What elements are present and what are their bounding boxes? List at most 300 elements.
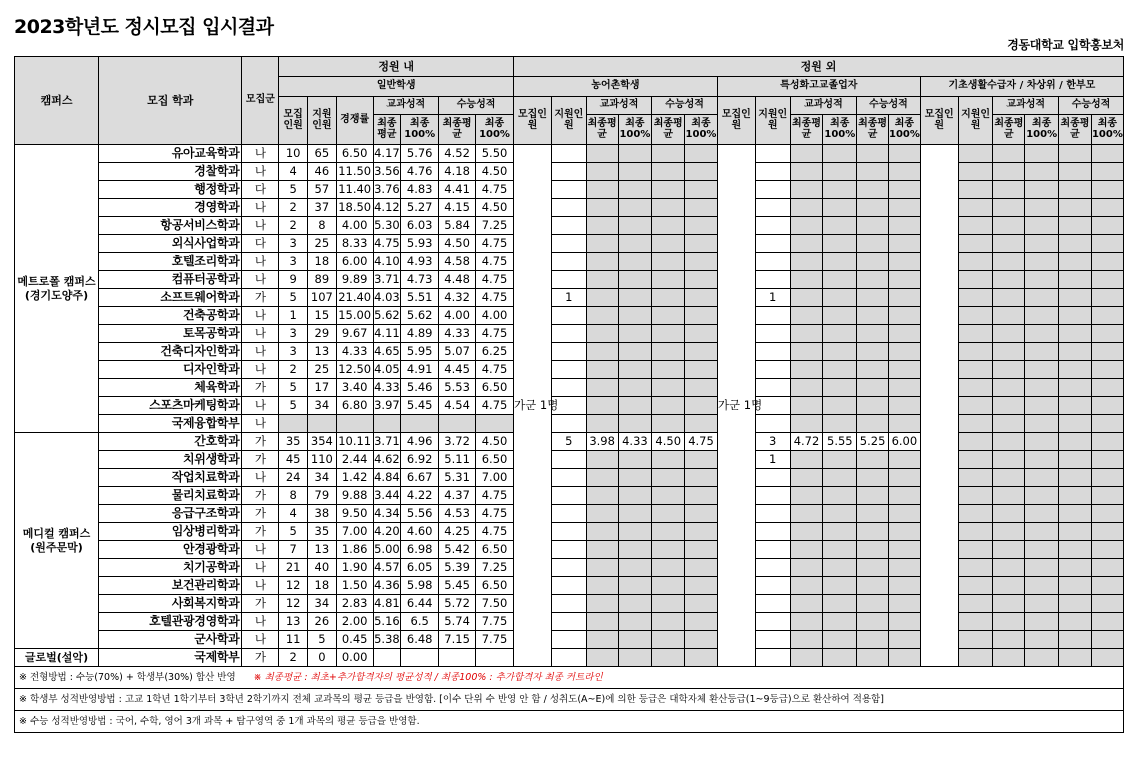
basic-empty-cell [1025,145,1059,163]
cell-g1: 4.33 [373,379,401,397]
gun-cell: 나 [242,145,279,163]
cell-s2: 4.75 [476,253,514,271]
special-empty-cell [888,595,920,613]
cell-c: 10.11 [336,433,373,451]
cell-c: 9.88 [336,487,373,505]
gun-cell: 나 [242,253,279,271]
gun-cell: 가 [242,505,279,523]
cell-s1: 5.74 [439,613,476,631]
special-empty-cell [790,343,823,361]
basic-empty-cell [1059,217,1092,235]
campus-name: 메트로폴 캠퍼스 (경기도양주) [15,145,99,433]
special-empty-cell [823,271,857,289]
rural-empty-cell [586,649,618,667]
header-dept: 모집 학과 [99,57,242,145]
cell-r: 2 [279,361,308,379]
rural-empty-cell [586,505,618,523]
gun-cell: 다 [242,181,279,199]
rural-empty-cell [685,145,718,163]
basic-empty-cell [1025,451,1059,469]
cell-s1: 7.15 [439,631,476,649]
special-applied [755,415,790,433]
basic-empty-cell [958,343,993,361]
cell-s2: 7.75 [476,613,514,631]
basic-empty-cell [1025,307,1059,325]
header-quota-in: 정원 내 [279,57,514,77]
special-empty-cell [857,523,889,541]
header-final-avg: 최종평균 [439,115,476,145]
special-empty-cell [888,613,920,631]
table-row [15,145,1124,163]
rural-empty-cell [618,379,652,397]
basic-empty-cell [958,361,993,379]
cell-g2: 6.98 [401,541,439,559]
cell-s1: 5.31 [439,469,476,487]
basic-empty-cell [958,379,993,397]
cell-g1: 4.57 [373,559,401,577]
cell-s2: 6.50 [476,577,514,595]
basic-empty-cell [1025,595,1059,613]
rural-applied [551,523,586,541]
special-g2: 5.55 [823,433,857,451]
cell-g1: 5.00 [373,541,401,559]
rural-applied [551,379,586,397]
rural-empty-cell [618,397,652,415]
basic-empty-cell [1025,559,1059,577]
rural-empty-cell [685,271,718,289]
cell-g2 [401,649,439,667]
cell-g1: 4.34 [373,505,401,523]
rural-empty-cell [652,415,685,433]
rural-empty-cell [685,163,718,181]
header-final-100: 최종100% [823,115,857,145]
rural-empty-cell [652,181,685,199]
rural-empty-cell [586,271,618,289]
cell-r: 9 [279,271,308,289]
cell-s2 [476,415,514,433]
rural-applied [551,541,586,559]
cell-s1: 5.07 [439,343,476,361]
special-applied [755,505,790,523]
special-applied [755,163,790,181]
basic-empty-cell [1025,541,1059,559]
basic-empty-cell [993,397,1025,415]
cell-g2: 5.76 [401,145,439,163]
special-applied [755,253,790,271]
basic-empty-cell [1091,235,1123,253]
special-empty-cell [857,631,889,649]
special-g1: 4.72 [790,433,823,451]
cell-s1: 5.45 [439,577,476,595]
basic-empty-cell [958,415,993,433]
gun-cell: 나 [242,397,279,415]
basic-empty-cell [1025,235,1059,253]
cell-r: 2 [279,217,308,235]
header-suneung-grade: 수능성적 [652,97,718,115]
rural-empty-cell [618,505,652,523]
cell-a: 25 [308,235,337,253]
cell-g2: 6.03 [401,217,439,235]
special-empty-cell [857,361,889,379]
gun-cell: 나 [242,217,279,235]
cell-a: 354 [308,433,337,451]
rural-empty-cell [586,595,618,613]
rural-g1: 3.98 [586,433,618,451]
cell-c: 0.00 [336,649,373,667]
cell-a: 34 [308,397,337,415]
basic-empty-cell [993,595,1025,613]
special-empty-cell [857,559,889,577]
cell-s2: 6.50 [476,451,514,469]
rural-applied [551,469,586,487]
cell-s1: 4.54 [439,397,476,415]
dept-name: 임상병리학과 [99,523,242,541]
rural-applied [551,199,586,217]
basic-empty-cell [958,577,993,595]
special-empty-cell [857,505,889,523]
basic-empty-cell [1059,199,1092,217]
rural-empty-cell [586,397,618,415]
basic-empty-cell [1025,271,1059,289]
cell-s1: 5.72 [439,595,476,613]
special-applied [755,271,790,289]
special-empty-cell [823,163,857,181]
cell-r [279,415,308,433]
cell-c: 18.50 [336,199,373,217]
special-empty-cell [823,469,857,487]
header-final-100: 최종100% [476,115,514,145]
special-empty-cell [857,415,889,433]
special-empty-cell [823,541,857,559]
dept-name: 물리치료학과 [99,487,242,505]
rural-empty-cell [685,235,718,253]
gun-cell: 나 [242,631,279,649]
cell-g2: 4.83 [401,181,439,199]
special-empty-cell [823,397,857,415]
cell-g1: 4.05 [373,361,401,379]
rural-empty-cell [618,469,652,487]
cell-g2: 4.91 [401,361,439,379]
cell-g2: 5.95 [401,343,439,361]
rural-empty-cell [586,217,618,235]
header-final-avg: 최종평균 [790,115,823,145]
special-empty-cell [790,397,823,415]
cell-g1: 4.12 [373,199,401,217]
special-empty-cell [888,343,920,361]
gun-cell: 가 [242,379,279,397]
rural-applied [551,181,586,199]
basic-empty-cell [1025,649,1059,667]
special-empty-cell [857,397,889,415]
cell-g1 [373,415,401,433]
note-method-text: ※ 전형방법 : 수능(70%) + 학생부(30%) 합산 반영 [19,671,236,683]
rural-empty-cell [652,235,685,253]
basic-empty-cell [1025,523,1059,541]
dept-name: 유아교육학과 [99,145,242,163]
basic-empty-cell [1091,631,1123,649]
cell-c: 0.45 [336,631,373,649]
basic-empty-cell [1091,649,1123,667]
basic-empty-cell [993,253,1025,271]
cell-r: 5 [279,289,308,307]
special-empty-cell [823,415,857,433]
cell-a [308,415,337,433]
special-empty-cell [888,145,920,163]
rural-empty-cell [586,343,618,361]
rural-empty-cell [618,307,652,325]
basic-empty-cell [1091,487,1123,505]
cell-g2: 5.45 [401,397,439,415]
cell-s2: 4.75 [476,235,514,253]
special-empty-cell [857,289,889,307]
special-empty-cell [888,235,920,253]
special-empty-cell [888,541,920,559]
cell-a: 18 [308,577,337,595]
basic-empty-cell [1091,325,1123,343]
special-empty-cell [790,325,823,343]
basic-empty-cell [958,307,993,325]
header-applied: 지원인원 [755,97,790,145]
basic-empty-cell [958,253,993,271]
cell-r: 5 [279,397,308,415]
header-recruit: 모집인원 [279,97,308,145]
basic-empty-cell [1025,613,1059,631]
rural-empty-cell [586,361,618,379]
cell-a: 25 [308,361,337,379]
rural-empty-cell [652,577,685,595]
cell-s2 [476,649,514,667]
cell-r: 12 [279,595,308,613]
special-empty-cell [790,163,823,181]
rural-applied: 5 [551,433,586,451]
cell-s2: 4.00 [476,307,514,325]
special-applied [755,559,790,577]
rural-empty-cell [685,505,718,523]
dept-name: 응급구조학과 [99,505,242,523]
rural-applied [551,307,586,325]
cell-s2: 4.75 [476,487,514,505]
special-empty-cell [823,145,857,163]
basic-empty-cell [958,217,993,235]
special-empty-cell [857,181,889,199]
special-applied [755,181,790,199]
basic-empty-cell [993,541,1025,559]
dept-name: 사회복지학과 [99,595,242,613]
dept-name: 안경광학과 [99,541,242,559]
cell-r: 4 [279,505,308,523]
special-empty-cell [790,181,823,199]
rural-empty-cell [586,415,618,433]
cell-r: 21 [279,559,308,577]
special-empty-cell [823,343,857,361]
special-applied [755,325,790,343]
rural-applied [551,487,586,505]
rural-empty-cell [586,325,618,343]
cell-r: 2 [279,649,308,667]
gun-cell: 나 [242,415,279,433]
special-empty-cell [857,235,889,253]
cell-s1: 4.33 [439,325,476,343]
cell-s2: 7.75 [476,631,514,649]
header-school-grade: 교과성적 [993,97,1059,115]
cell-r: 5 [279,181,308,199]
special-applied [755,343,790,361]
rural-empty-cell [685,487,718,505]
special-empty-cell [790,451,823,469]
rural-empty-cell [652,307,685,325]
cell-g1: 4.11 [373,325,401,343]
cell-s1: 4.15 [439,199,476,217]
cell-c: 8.33 [336,235,373,253]
cell-a: 17 [308,379,337,397]
basic-empty-cell [1025,253,1059,271]
rural-empty-cell [618,271,652,289]
special-empty-cell [857,217,889,235]
special-empty-cell [888,163,920,181]
basic-empty-cell [1059,325,1092,343]
special-empty-cell [823,199,857,217]
rural-empty-cell [652,163,685,181]
basic-empty-cell [1091,217,1123,235]
special-empty-cell [857,541,889,559]
cell-c: 1.50 [336,577,373,595]
rural-empty-cell [618,343,652,361]
cell-c: 7.00 [336,523,373,541]
cell-s1: 5.11 [439,451,476,469]
basic-empty-cell [1091,505,1123,523]
dept-name: 호텔관광경영학과 [99,613,242,631]
special-applied: 1 [755,289,790,307]
special-s1: 5.25 [857,433,889,451]
special-empty-cell [857,271,889,289]
cell-a: 79 [308,487,337,505]
cell-s1: 5.84 [439,217,476,235]
cell-a: 0 [308,649,337,667]
header-final-avg: 최종평균 [1059,115,1092,145]
special-empty-cell [857,145,889,163]
basic-empty-cell [1059,505,1092,523]
rural-empty-cell [618,181,652,199]
cell-g2: 4.96 [401,433,439,451]
header-general: 일반학생 [279,77,514,97]
cell-g1: 5.16 [373,613,401,631]
cell-g2: 5.62 [401,307,439,325]
dept-name: 군사학과 [99,631,242,649]
cell-c: 4.33 [336,343,373,361]
cell-a: 15 [308,307,337,325]
special-empty-cell [790,649,823,667]
basic-empty-cell [1059,343,1092,361]
cell-g2: 4.22 [401,487,439,505]
page-title: 2023학년도 정시모집 입시결과 [14,16,274,38]
cell-g2: 6.92 [401,451,439,469]
special-empty-cell [888,451,920,469]
special-empty-cell [857,325,889,343]
header-final-100: 최종100% [618,115,652,145]
rural-empty-cell [586,613,618,631]
dept-name: 치위생학과 [99,451,242,469]
basic-empty-cell [993,271,1025,289]
cell-c: 6.50 [336,145,373,163]
special-s2: 6.00 [888,433,920,451]
cell-g1: 3.56 [373,163,401,181]
basic-empty-cell [1059,361,1092,379]
basic-empty-cell [958,433,993,451]
header-basic: 기초생활수급자 / 차상위 / 한부모 [920,77,1123,97]
rural-empty-cell [652,289,685,307]
basic-empty-cell [1025,415,1059,433]
header-final-100: 최종100% [888,115,920,145]
special-empty-cell [857,649,889,667]
cell-c: 6.80 [336,397,373,415]
cell-a: 18 [308,253,337,271]
basic-empty-cell [1091,613,1123,631]
special-empty-cell [790,253,823,271]
header-final-avg: 최종평균 [993,115,1025,145]
basic-empty-cell [1091,433,1123,451]
basic-empty-cell [1091,145,1123,163]
dept-name: 작업치료학과 [99,469,242,487]
cell-a: 107 [308,289,337,307]
special-empty-cell [888,217,920,235]
gun-cell: 나 [242,361,279,379]
basic-empty-cell [1091,523,1123,541]
basic-empty-cell [993,505,1025,523]
rural-empty-cell [586,451,618,469]
cell-s1: 4.32 [439,289,476,307]
special-empty-cell [790,289,823,307]
special-empty-cell [790,559,823,577]
cell-s1: 4.52 [439,145,476,163]
cell-a: 34 [308,469,337,487]
gun-cell: 나 [242,271,279,289]
rural-empty-cell [652,595,685,613]
gun-cell: 나 [242,541,279,559]
basic-empty-cell [1025,163,1059,181]
special-empty-cell [857,487,889,505]
special-empty-cell [857,577,889,595]
header-final-100: 최종100% [1025,115,1059,145]
special-empty-cell [790,577,823,595]
dept-name: 건축디자인학과 [99,343,242,361]
basic-empty-cell [993,307,1025,325]
special-empty-cell [790,541,823,559]
special-empty-cell [823,181,857,199]
rural-empty-cell [685,379,718,397]
gun-cell: 가 [242,433,279,451]
special-applied [755,361,790,379]
basic-empty-cell [1025,343,1059,361]
header-recruit: 모집인원 [717,97,755,145]
basic-empty-cell [993,217,1025,235]
special-empty-cell [888,361,920,379]
dept-name: 토목공학과 [99,325,242,343]
special-empty-cell [790,217,823,235]
rural-empty-cell [652,145,685,163]
rural-empty-cell [652,379,685,397]
rural-empty-cell [618,523,652,541]
rural-applied [551,577,586,595]
note-method-red: ※ 최종평균 : 최초+추가합격자의 평균성적 / 최종100% : 추가합격자 최종 커트라인 [253,671,603,683]
cell-s2: 7.00 [476,469,514,487]
special-empty-cell [823,523,857,541]
cell-s1: 4.48 [439,271,476,289]
basic-empty-cell [1025,505,1059,523]
rural-empty-cell [586,559,618,577]
rural-empty-cell [685,613,718,631]
special-empty-cell [857,379,889,397]
special-applied [755,649,790,667]
